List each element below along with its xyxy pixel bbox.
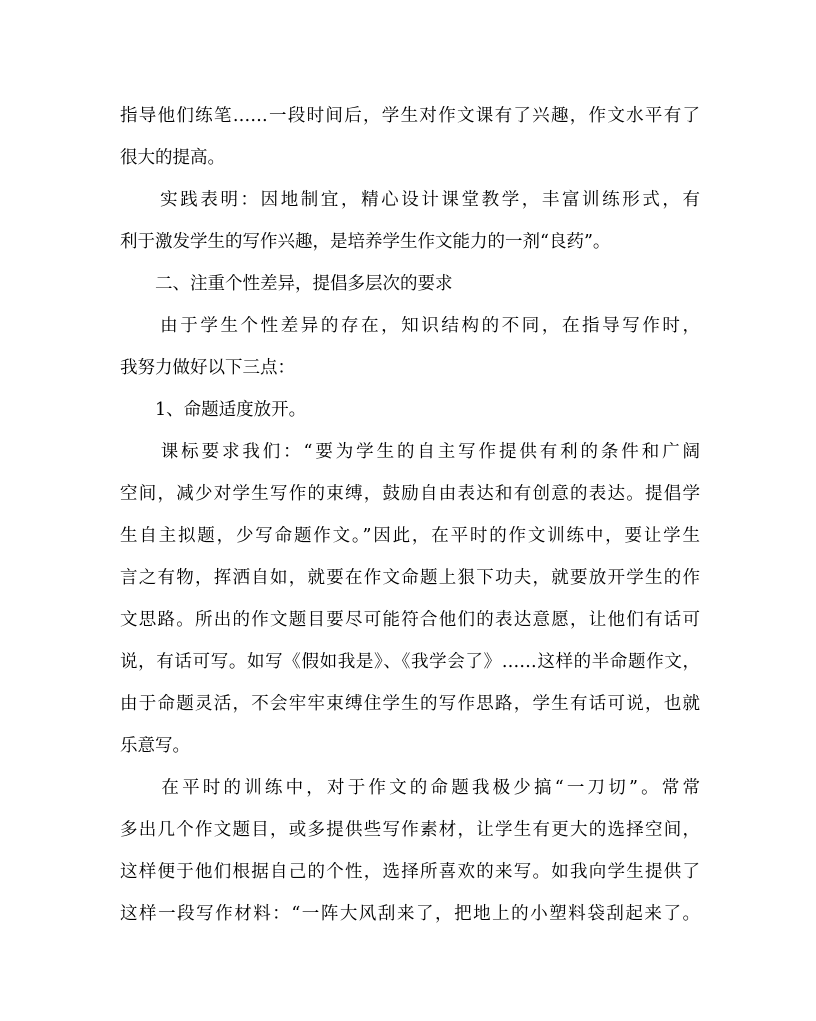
text-line: 利于激发学生的写作兴趣，是培养学生作文能力的一剂“良药”。 xyxy=(120,232,611,252)
section-heading: 二、注重个性差异，提倡多层次的要求 xyxy=(120,274,453,294)
text-line: 这样一段写作材料：“一阵大风刮来了，把地上的小塑料袋刮起来了。 xyxy=(120,904,700,924)
text-line: 文思路。所出的作文题目要尽可能符合他们的表达意愿，让他们有话可 xyxy=(120,610,700,630)
text-line: 说，有话可写。如写《假如我是》、《我学会了》……这样的半命题作文， xyxy=(120,652,700,672)
text-line: 课标要求我们：“要为学生的自主写作提供有利的条件和广阔 xyxy=(120,442,700,462)
text-line: 我努力做好以下三点： xyxy=(120,358,295,378)
text-line: 空间，减少对学生写作的束缚，鼓励自由表达和有创意的表达。提倡学 xyxy=(120,484,700,504)
text-line: 很大的提高。 xyxy=(120,148,225,168)
subsection-heading: 1、命题适度放开。 xyxy=(120,400,307,420)
text-line: 由于学生个性差异的存在，知识结构的不同，在指导写作时， xyxy=(120,316,700,336)
text-line: 实践表明：因地制宜，精心设计课堂教学，丰富训练形式，有 xyxy=(120,190,700,210)
text-line: 由于命题灵活，不会牢牢束缚住学生的写作思路，学生有话可说，也就 xyxy=(120,694,700,714)
text-line: 这样便于他们根据自己的个性，选择所喜欢的来写。如我向学生提供了 xyxy=(120,862,700,882)
text-line: 乐意写。 xyxy=(120,736,190,756)
text-line: 言之有物，挥洒自如，就要在作文命题上狠下功夫，就要放开学生的作 xyxy=(120,568,700,588)
text-line: 指导他们练笔……一段时间后，学生对作文课有了兴趣，作文水平有了 xyxy=(120,106,700,126)
text-line: 生自主拟题，少写命题作文。”因此，在平时的作文训练中，要让学生 xyxy=(120,526,700,546)
text-line: 在平时的训练中，对于作文的命题我极少搞“一刀切”。常常 xyxy=(120,778,700,798)
text-line: 多出几个作文题目，或多提供些写作素材，让学生有更大的选择空间， xyxy=(120,820,700,840)
